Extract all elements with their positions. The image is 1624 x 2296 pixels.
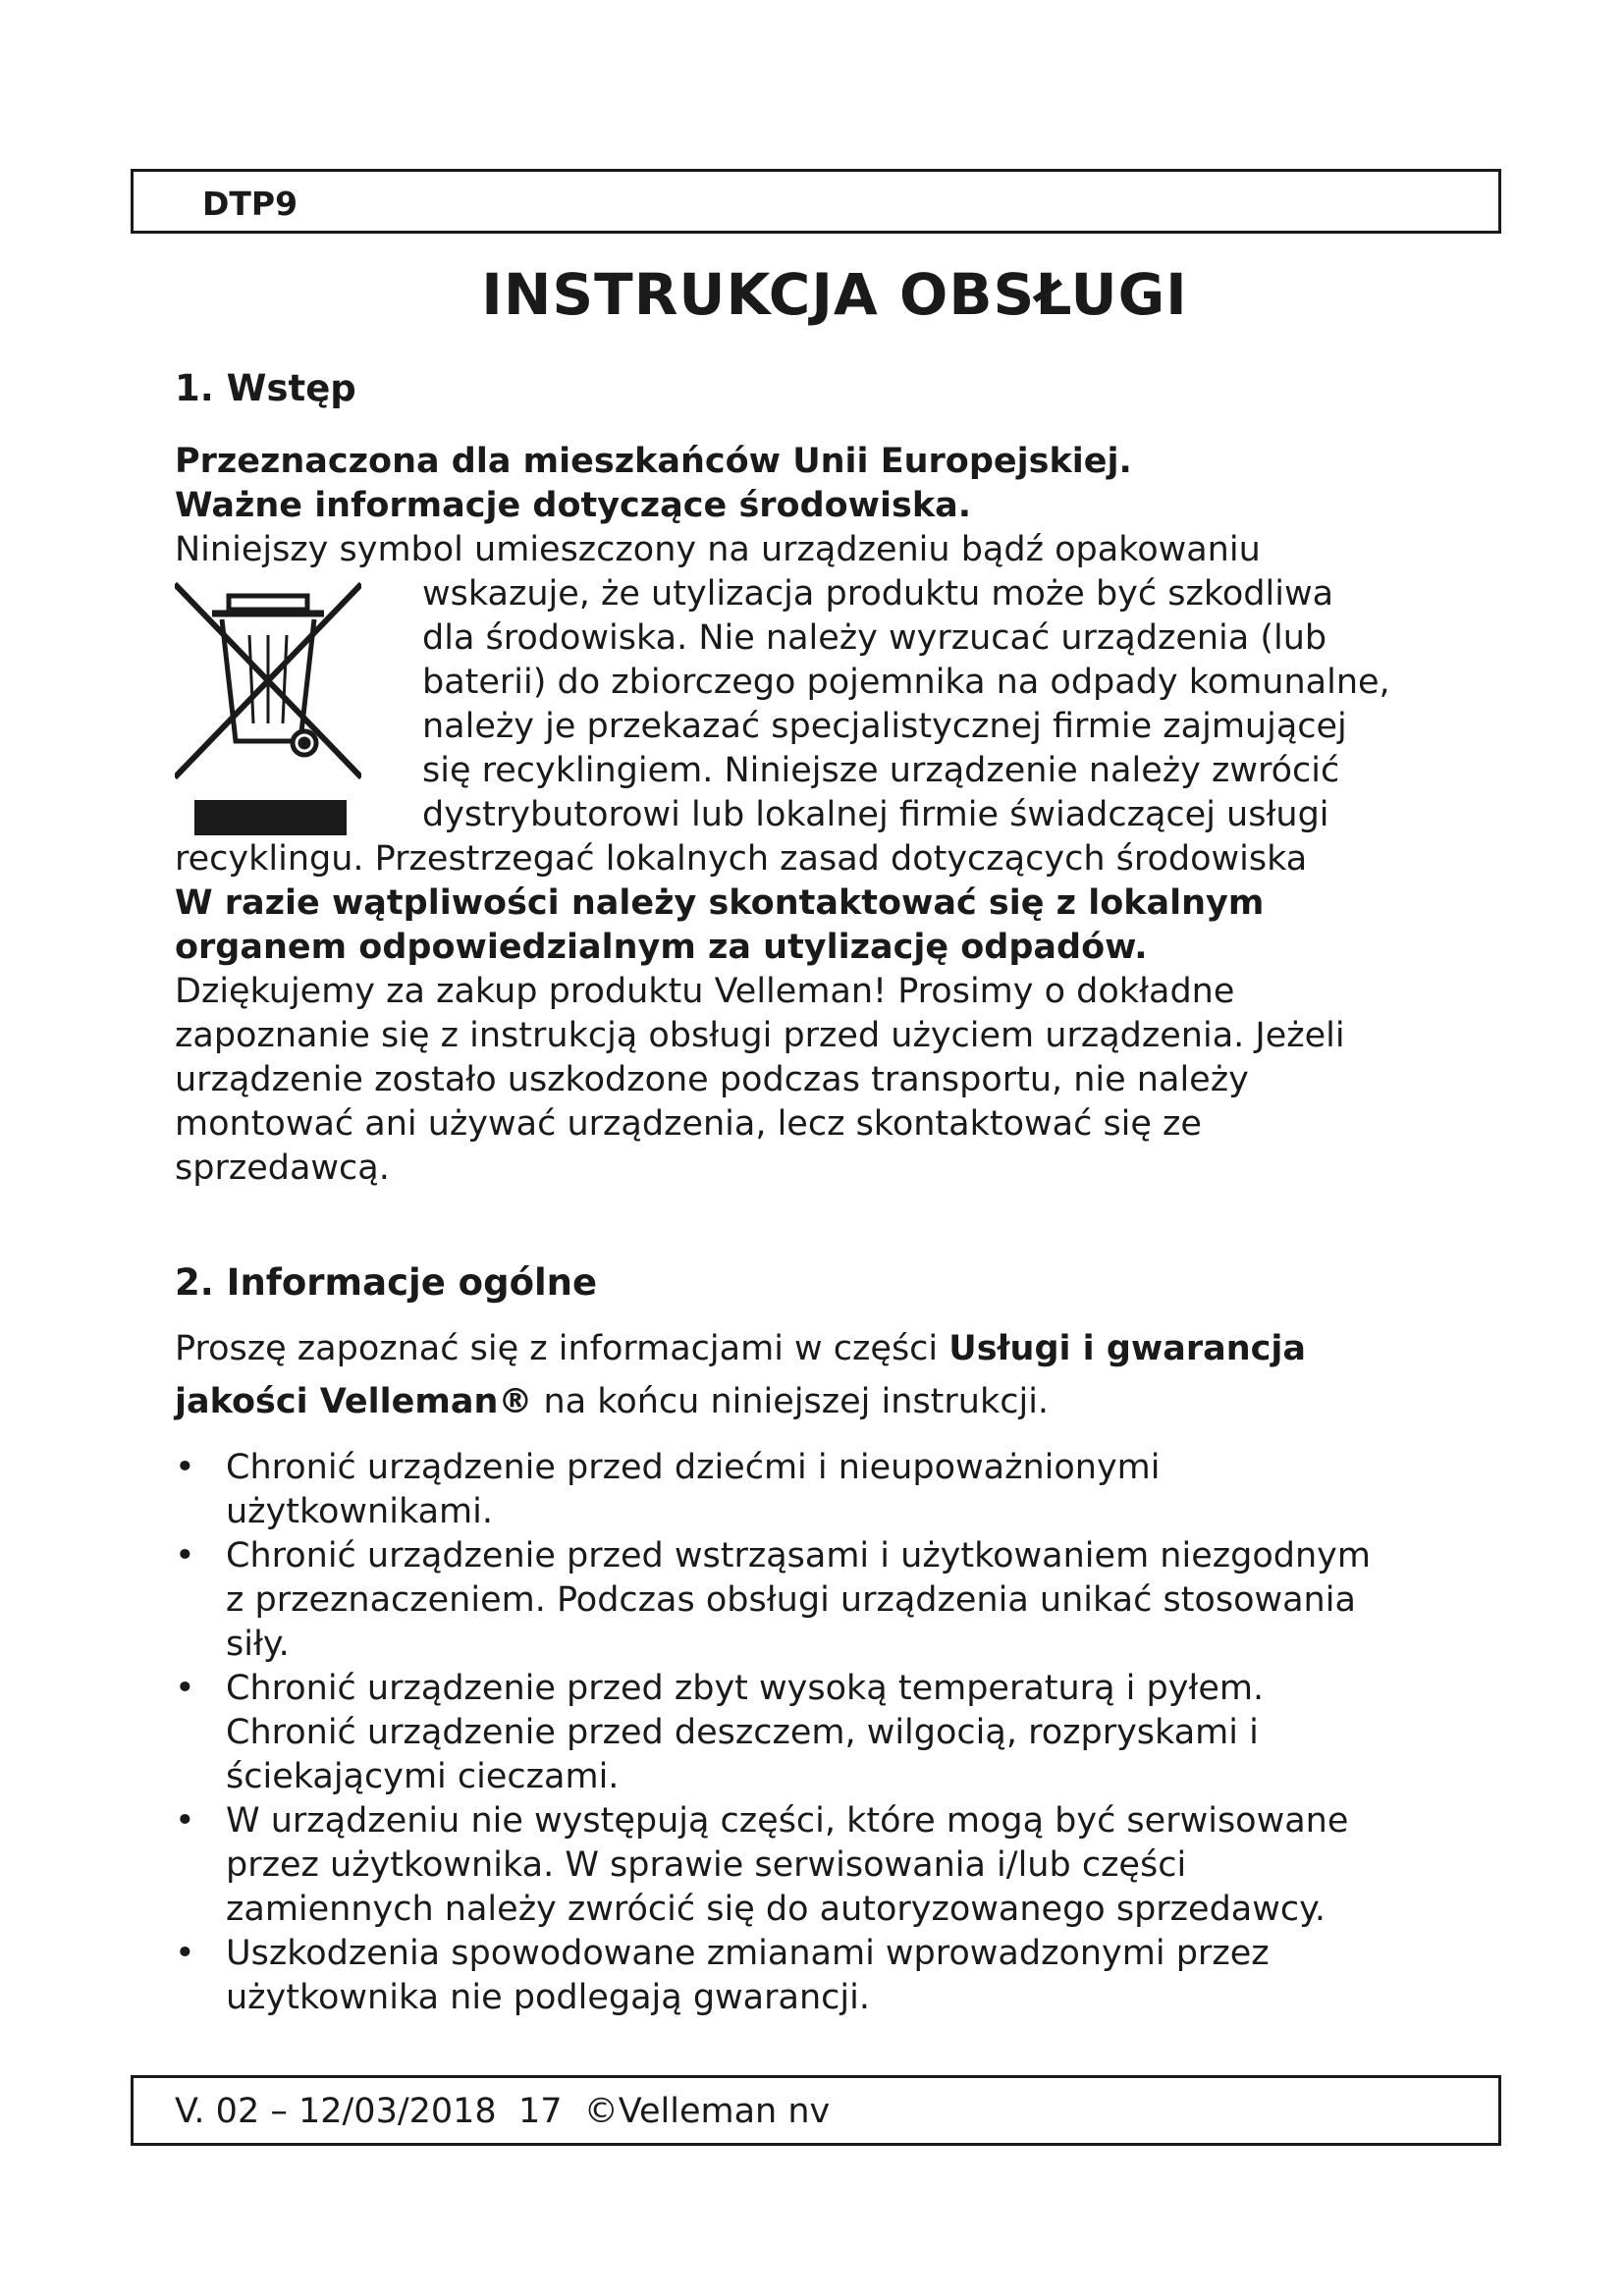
section-2-heading: 2. Informacje ogólne: [175, 1261, 598, 1304]
recycling-line: recyklingu. Przestrzegać lokalnych zasad dotyczących środowiska: [175, 839, 1308, 879]
bullet-icon: •: [175, 1669, 195, 1708]
list-line: Chronić urządzenie przed wstrząsami i użytkowaniem niezgodnym: [226, 1536, 1371, 1575]
indented-line: dla środowiska. Nie należy wyrzucać urządzenia (lub: [422, 618, 1327, 658]
eu-residents-line: Przeznaczona dla mieszkańców Unii Europejskiej.: [175, 442, 1132, 481]
bullet-list: [175, 1446, 1490, 2020]
page-title: INSTRUKCJA OBSŁUGI: [481, 261, 1188, 328]
symbol-line: Niniejszy symbol umieszczony na urządzeniu bądź opakowaniu: [175, 530, 1261, 569]
list-line: Chronić urządzenie przed dziećmi i nieupoważnionymi: [226, 1448, 1161, 1487]
bullet-icon: •: [175, 1934, 195, 1973]
indented-line: należy je przekazać specjalistycznej firmie zajmującej: [422, 707, 1347, 746]
intro-text: Proszę zapoznać się z informacjami w części: [175, 1329, 949, 1368]
thanks-line: montować ani używać urządzenia, lecz skontaktować się ze: [175, 1104, 1202, 1144]
intro-bold: jakości Velleman®: [175, 1382, 533, 1421]
weee-block: [175, 572, 1490, 837]
intro-bold: Usługi i gwarancja: [948, 1329, 1307, 1368]
list-line: użytkownika nie podlegają gwarancji.: [226, 1978, 870, 2017]
thanks-line: Dziękujemy za zakup produktu Velleman! Prosimy o dokładne: [175, 972, 1235, 1011]
list-item: [175, 1446, 1490, 1534]
list-line: Chronić urządzenie przed deszczem, wilgocią, rozpryskami i: [226, 1713, 1259, 1752]
bullet-icon: •: [175, 1801, 195, 1841]
thanks-line: sprzedawcą.: [175, 1148, 390, 1188]
weee-crossed-bin-icon: [175, 576, 361, 841]
list-line: ściekającymi cieczami.: [226, 1757, 620, 1796]
list-line: W urządzeniu nie występują części, które mogą być serwisowane: [226, 1801, 1349, 1841]
list-item: [175, 1534, 1490, 1667]
list-line: zamiennych należy zwrócić się do autoryzowanego sprzedawcy.: [226, 1890, 1326, 1929]
thanks-line: zapoznanie się z instrukcją obsługi przed użyciem urządzenia. Jeżeli: [175, 1016, 1345, 1055]
footer-text: V. 02 – 12/03/2018 17 ©Velleman nv: [175, 2092, 831, 2131]
warning-line: W razie wątpliwości należy skontaktować się z lokalnym: [175, 883, 1265, 923]
list-line: siły.: [226, 1625, 290, 1664]
thanks-line: urządzenie zostało uszkodzone podczas transportu, nie należy: [175, 1060, 1249, 1099]
list-line: Chronić urządzenie przed zbyt wysoką temperaturą i pyłem.: [226, 1669, 1265, 1708]
symbol-description: [422, 572, 1490, 837]
section-2: [175, 1257, 1490, 2020]
list-line: z przeznaczeniem. Podczas obsługi urządzenia unikać stosowania: [226, 1580, 1356, 1620]
document-body: [175, 363, 1490, 2020]
list-item: [175, 1667, 1490, 1799]
product-code: DTP9: [202, 185, 298, 223]
section-1-heading: 1. Wstęp: [175, 367, 356, 409]
list-line: przez użytkownika. W sprawie serwisowania i/lub części: [226, 1845, 1187, 1885]
bullet-icon: •: [175, 1536, 195, 1575]
footer-box: [131, 2075, 1501, 2146]
list-item: [175, 1932, 1490, 2020]
header-box: [131, 169, 1501, 234]
section-2-intro: [175, 1322, 1490, 1428]
indented-line: baterii) do zbiorczego pojemnika na odpady komunalne,: [422, 663, 1390, 702]
warning-line: organem odpowiedzialnym za utylizację odpadów.: [175, 928, 1148, 967]
list-item: [175, 1799, 1490, 1932]
bullet-icon: •: [175, 1448, 195, 1487]
list-line: Uszkodzenia spowodowane zmianami wprowadzonymi przez: [226, 1934, 1270, 1973]
indented-line: wskazuje, że utylizacja produktu może być szkodliwa: [422, 574, 1334, 614]
environment-info-line: Ważne informacje dotyczące środowiska.: [175, 486, 972, 525]
indented-line: dystrybutorowi lub lokalnej firmie świadczącej usługi: [422, 795, 1329, 834]
list-line: użytkownikami.: [226, 1492, 494, 1531]
intro-text: na końcu niniejszej instrukcji.: [532, 1382, 1050, 1421]
indented-line: się recyklingiem. Niniejsze urządzenie należy zwrócić: [422, 751, 1340, 790]
